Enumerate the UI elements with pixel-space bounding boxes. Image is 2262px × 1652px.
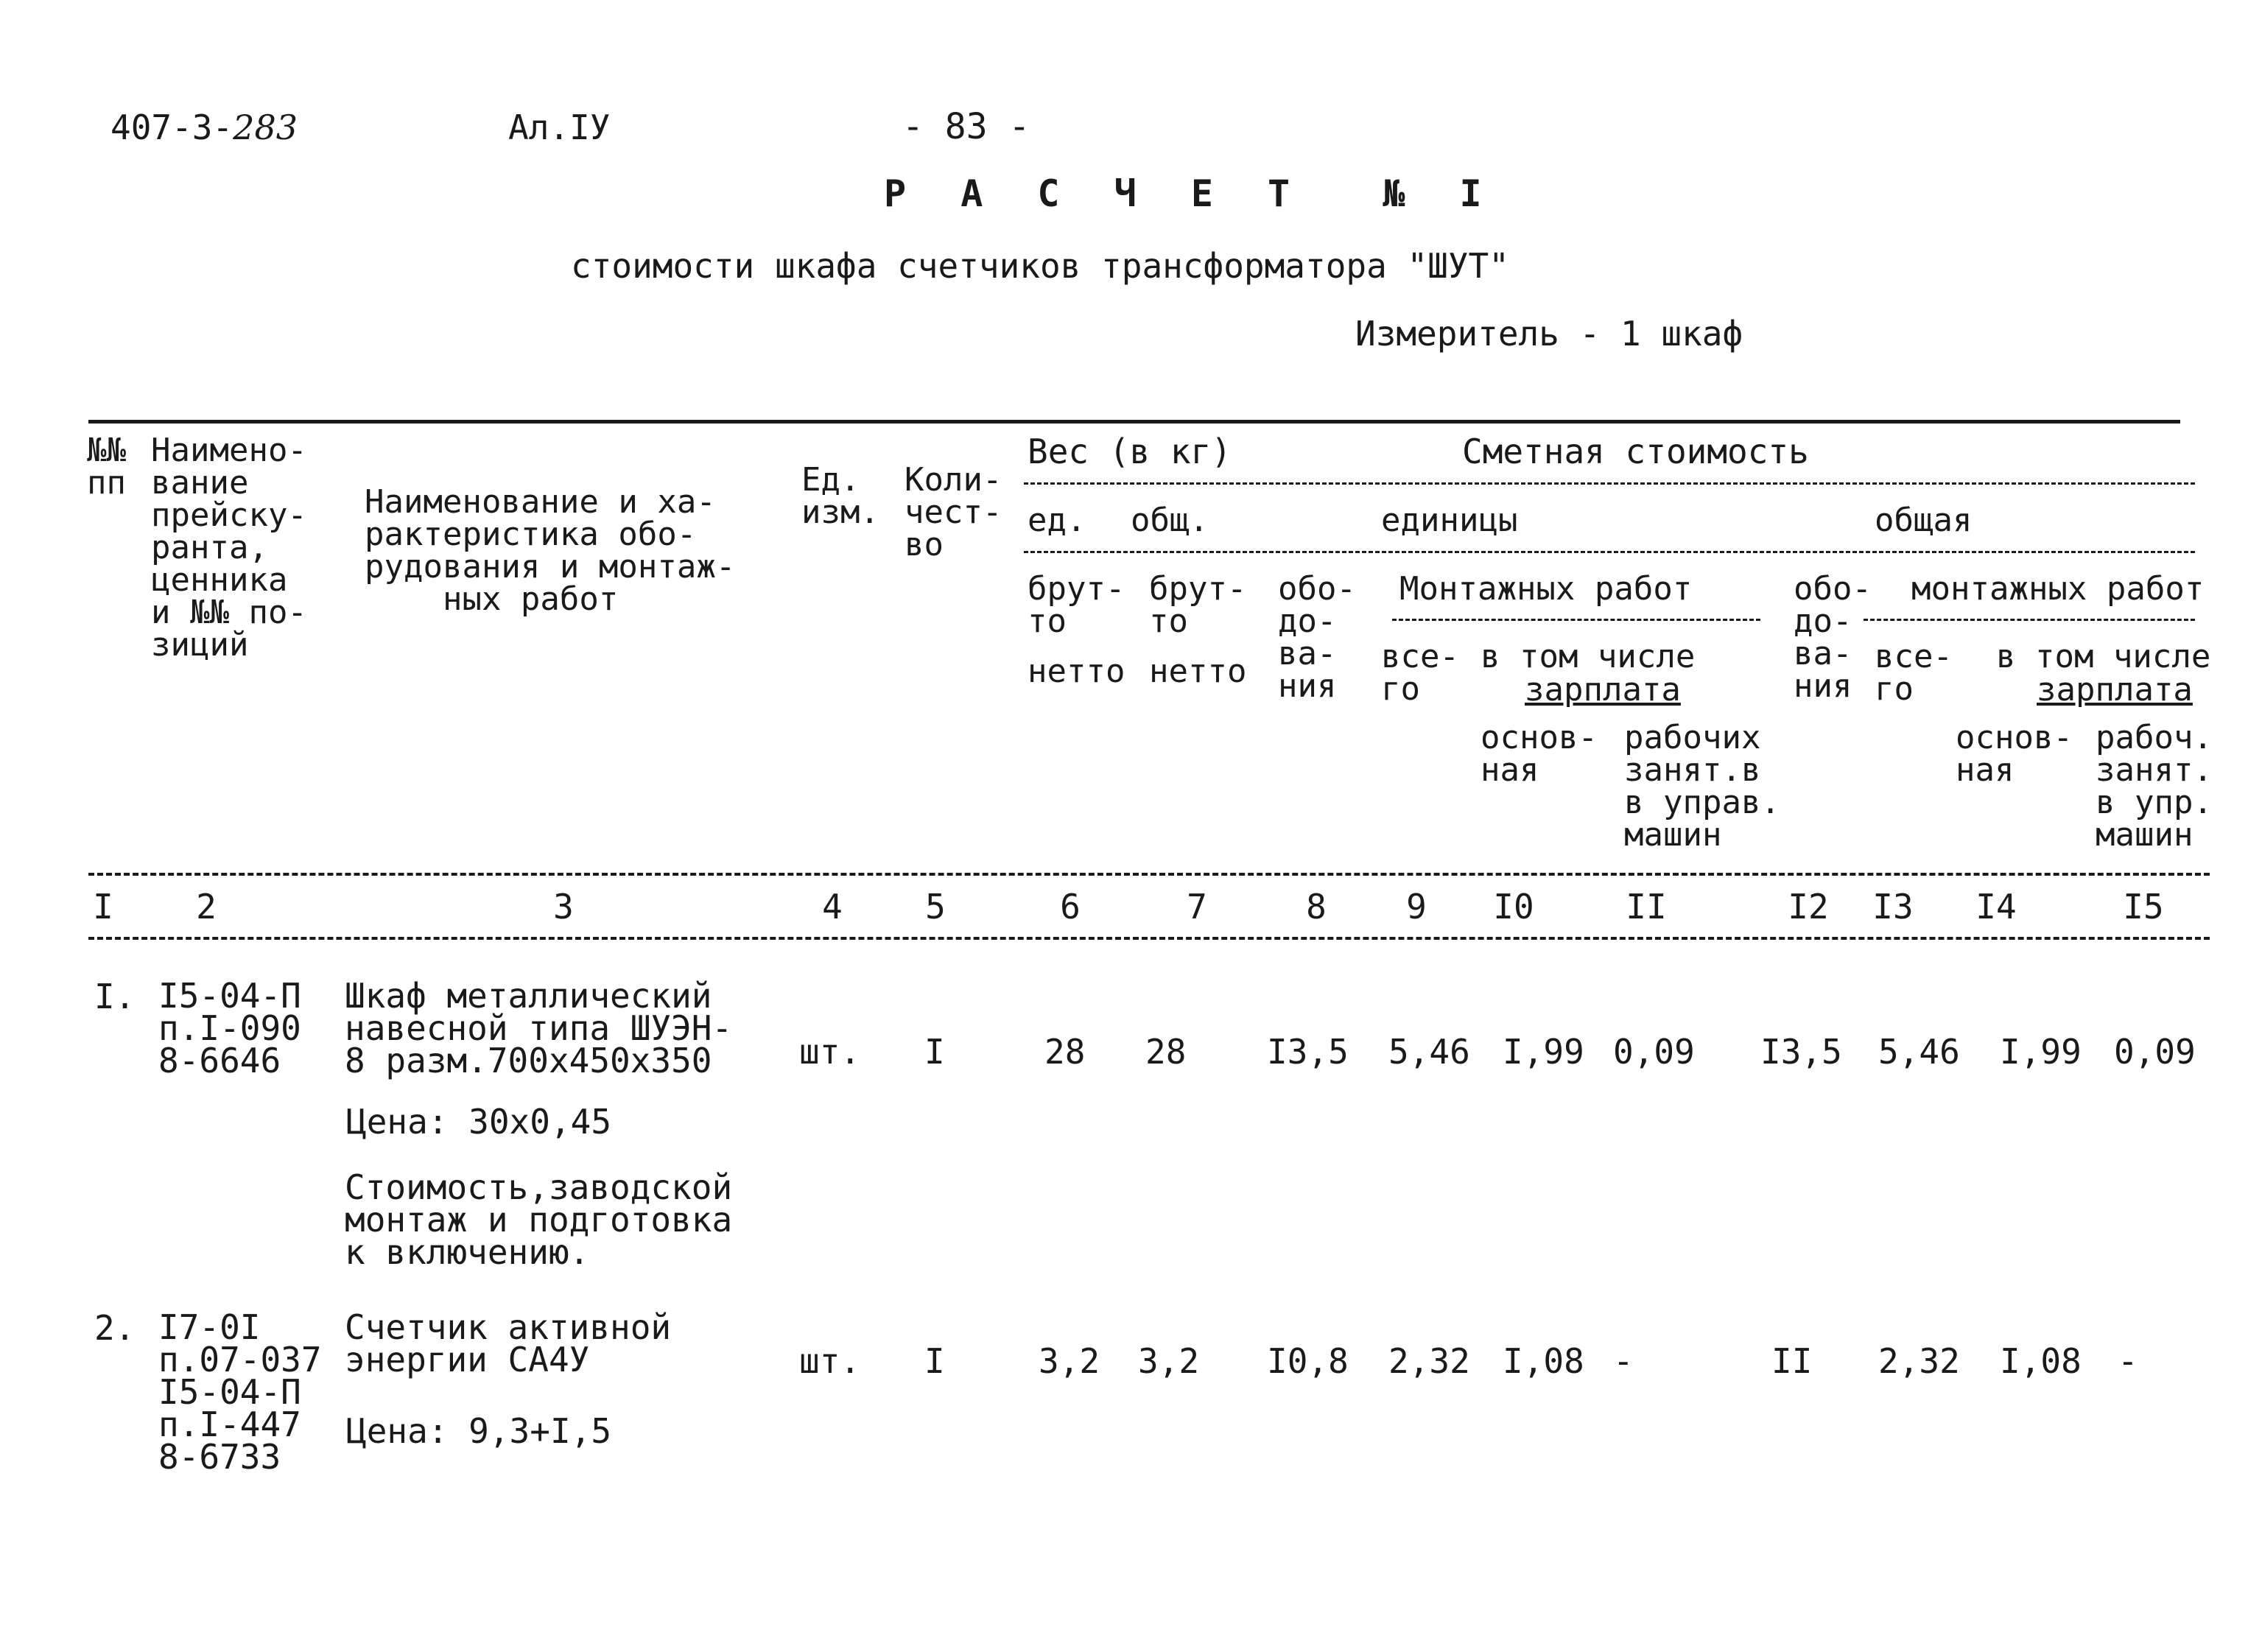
- installation-total-cost: 5,46: [1878, 1032, 1960, 1072]
- header-netto-unit: нетто: [1028, 653, 1125, 690]
- header-unit: Ед. изм.: [801, 461, 879, 531]
- column-number: 5: [925, 887, 946, 927]
- header-brutto-total: брут- то: [1149, 570, 1247, 640]
- header-netto-total: нетто: [1149, 653, 1247, 690]
- header-weight-unit: ед.: [1028, 502, 1086, 539]
- row-number: I.: [94, 977, 136, 1016]
- header-price-list: Наимено- вание прейску- ранта, ценника и №№ по- зиций: [151, 432, 307, 664]
- header-equipment-unit: обо- до- ва- ния: [1278, 570, 1356, 705]
- header-rule-cost: [1024, 482, 2195, 485]
- header-brutto-unit: брут- то: [1028, 570, 1125, 640]
- header-wage-unit: зарплата: [1525, 671, 1681, 709]
- column-number: I3: [1872, 887, 1914, 927]
- column-number: 3: [553, 887, 574, 927]
- price-list-code: I7-0I п.07-037 I5-04-П п.I-447 8-6733: [158, 1307, 322, 1477]
- column-number: 8: [1306, 887, 1327, 927]
- header-basic-unit: основ- ная: [1481, 719, 1598, 789]
- machine-wage-unit: -: [1613, 1341, 1634, 1381]
- doc-code-handwritten: 283: [233, 108, 298, 147]
- header-wage-total: зарплата: [2037, 671, 2193, 709]
- column-numbers-rule: [88, 937, 2210, 940]
- row-number: 2.: [94, 1308, 136, 1348]
- weight-total: 28: [1145, 1032, 1187, 1072]
- header-equipment-total: обо- до- ва- ния: [1794, 570, 1872, 705]
- column-number: I: [93, 887, 113, 927]
- column-number: I0: [1493, 887, 1534, 927]
- header-rule-install2: [1864, 619, 2195, 621]
- equipment-unit-cost: I0,8: [1267, 1341, 1349, 1381]
- weight-unit: 28: [1044, 1032, 1086, 1072]
- column-number: 9: [1406, 887, 1427, 927]
- column-number: I5: [2123, 887, 2164, 927]
- album-label: Ал.IУ: [508, 108, 611, 147]
- doc-code: 407-3-283: [110, 108, 298, 147]
- item-unit: шт.: [799, 1341, 861, 1381]
- basic-wage-unit: I,08: [1503, 1341, 1584, 1381]
- header-estimated-cost: Сметная стоимость: [1462, 432, 1809, 471]
- header-quantity: Коли- чест- во: [905, 461, 1002, 563]
- column-number: I4: [1975, 887, 2017, 927]
- item-description: Шкаф металлический навесной типа ШУЭН- 8 разм.700х450х350: [345, 976, 733, 1080]
- header-rule-install1: [1392, 619, 1760, 621]
- item-quantity: I: [924, 1032, 945, 1072]
- installation-unit-cost: 2,32: [1388, 1341, 1470, 1381]
- cost-note: Стоимость,заводской монтаж и подготовка к включению.: [345, 1167, 733, 1272]
- header-rule-groups: [1024, 551, 2195, 553]
- price-list-code: I5-04-П п.I-090 8-6646: [158, 976, 301, 1080]
- header-machine-workers-total: рабоч. занят. в упр. машин: [2096, 719, 2213, 854]
- header-weight: Вес (в кг): [1028, 432, 1232, 471]
- page-title: Р А С Ч Е Т № I: [884, 172, 1498, 215]
- header-including-total: в том числе: [1996, 638, 2211, 675]
- header-description: Наименование и ха- рактеристика обо- рудования и монтаж- ных работ: [365, 483, 736, 618]
- installation-total-cost: 2,32: [1878, 1341, 1960, 1381]
- column-number: I2: [1788, 887, 1829, 927]
- basic-wage-total: I,08: [2000, 1341, 2082, 1381]
- column-number: 4: [822, 887, 843, 927]
- header-installation-unit: Монтажных работ: [1399, 570, 1693, 608]
- column-number: II: [1626, 887, 1667, 927]
- header-row-number: №№ пп: [87, 432, 126, 502]
- price-note: Цена: 30х0,45: [346, 1102, 612, 1142]
- header-all-unit: все- го: [1381, 638, 1459, 708]
- header-bottom-rule: [88, 873, 2210, 876]
- installation-unit-cost: 5,46: [1388, 1032, 1470, 1072]
- page-number: - 83 -: [902, 106, 1030, 147]
- equipment-unit-cost: I3,5: [1267, 1032, 1349, 1072]
- column-number: 6: [1060, 887, 1081, 927]
- header-unit-cost: единицы: [1381, 502, 1518, 539]
- basic-wage-unit: I,99: [1503, 1032, 1584, 1072]
- weight-total: 3,2: [1138, 1341, 1200, 1381]
- column-number: 7: [1187, 887, 1207, 927]
- item-unit: шт.: [799, 1032, 861, 1072]
- unit-note: Измеритель - 1 шкаф: [1355, 314, 1743, 354]
- machine-wage-unit: 0,09: [1613, 1032, 1695, 1072]
- basic-wage-total: I,99: [2000, 1032, 2082, 1072]
- equipment-total-cost: I3,5: [1760, 1032, 1842, 1072]
- item-quantity: I: [924, 1341, 945, 1381]
- header-total-cost: общая: [1875, 502, 1973, 539]
- header-machine-workers-unit: рабочих занят.в в управ. машин: [1624, 719, 1780, 854]
- table-top-rule: [88, 420, 2180, 423]
- header-installation-total: монтажных работ: [1911, 570, 2205, 608]
- weight-unit: 3,2: [1039, 1341, 1100, 1381]
- price-note: Цена: 9,3+I,5: [346, 1411, 612, 1451]
- machine-wage-total: 0,09: [2114, 1032, 2196, 1072]
- header-all-total: все- го: [1875, 638, 1953, 708]
- header-weight-total: общ.: [1131, 502, 1209, 539]
- header-basic-total: основ- ная: [1956, 719, 2073, 789]
- page-subtitle: стоимости шкафа счетчиков трансформатора "ШУТ": [571, 246, 1509, 286]
- column-number: 2: [196, 887, 217, 927]
- equipment-total-cost: II: [1771, 1341, 1813, 1381]
- machine-wage-total: -: [2118, 1341, 2138, 1381]
- header-including-unit: в том числе: [1481, 638, 1696, 675]
- item-description: Счетчик активной энергии СА4У: [345, 1307, 672, 1379]
